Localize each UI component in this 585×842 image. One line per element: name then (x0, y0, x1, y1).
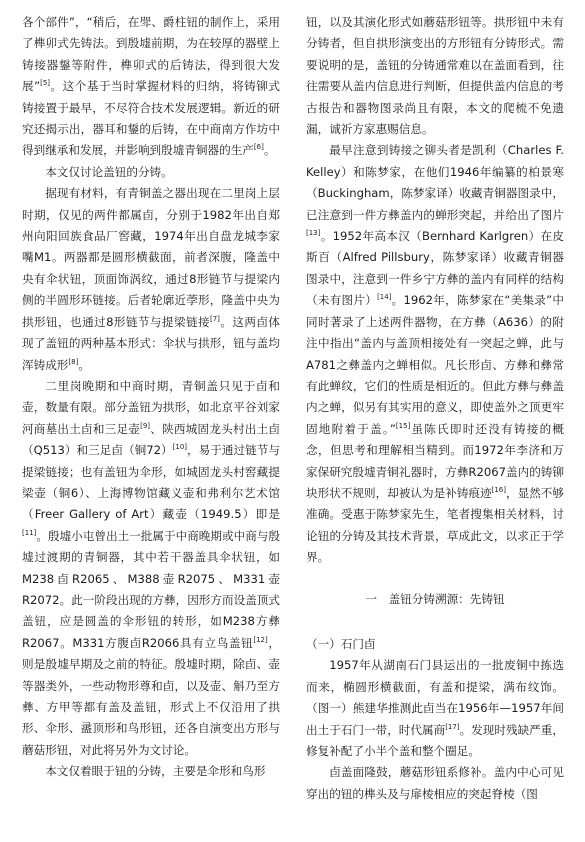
text-run: 二里岗晚期和中商时期，青铜盖只见于卣和壶，数量有限。部分盖钮为拱形，如北京平谷刘家河商墓出土卣和三足壶 (22, 378, 280, 436)
right-column-top-text (306, 12, 564, 569)
paragraph (22, 376, 280, 761)
paragraph (306, 655, 564, 762)
text-run: ，易于通过链节与提梁链接；也有盖钮为伞形，如城固龙头村窖藏提梁壶（铜6）、上海博物馆藏义壶和弗利尔艺术馆（Freer Gallery of Art）藏壶（1949.5）即是 (22, 443, 280, 522)
text-run: 。这两卣体现了盖钮的两种基本形式：伞状与拱形，钮与盖均浑铸成形 (22, 314, 280, 372)
text-run: 。1952年高本汉（Bernhard Karlgren）在皮斯百（Alfred Pillsbury，陈梦家译）收藏青铜器图录中，注意到一件乡宁方彝的盖内有同样的结构（未有图片） (306, 229, 564, 308)
text-run: 本文仅着眼于钮的分铸，主要是伞形和鸟形 (45, 764, 266, 779)
footnote-marker: [11] (22, 528, 37, 537)
right-column (306, 12, 564, 805)
paragraph (22, 183, 280, 376)
text-run: 虽陈氏即时还没有铸接的概念，但思考和理解相当精到。而1972年李济和万家保研究殷墟青铜礼器时，方彝R2067盖内的铸铆块形状不规则，却被认为是补铸痕迹 (306, 421, 564, 500)
text-run: 本文仅讨论盖钮的分铸。 (45, 164, 173, 179)
paragraph (306, 140, 564, 568)
text-run: 最早注意到铸接之铆头者是凯利（Charles F. Kelley）和陈梦家，在他们1946年编纂的柏景寒（Buckingham，陈梦家译）收藏青铜器图录中，已注意到一件方彝盖内的蝉形突起，并给出了图片 (306, 143, 564, 222)
section-heading: 一 盖钮分铸溯源：先铸钮 (365, 591, 505, 606)
text-run: 。1962年，陈梦家在“美集录”中同时著录了上述两件器物，在方彝（A636）的附注中指出“盖内与盖顶相接处有一突起之蝉，此与A781之彝盖内之蝉相似。凡长形卣、方彝和彝常有此蝉纹，它们的性质是相近的。但此方彝与彝盖内之蝉，似另有其实用的意义，即使盖外之顶更牢固地附着于盖。” (306, 293, 564, 436)
footnote-marker: [13] (306, 229, 321, 238)
text-run: 。 (78, 357, 90, 372)
footnote-marker: [17] (445, 722, 460, 731)
text-run: 钮，以及其演化形式如蘑菇形钮等。拱形钮中未有分铸者，但自拱形演变出的方形钮有分铸形式。需要说明的是，盖钮的分铸通常难以在盖面看到，往往需要从盖内信息进行判断，但提供盖内信息的考古报告和器物图录尚且有限，本文的爬梳不免遗漏，诚祈方家惠赐信息。 (306, 15, 564, 137)
footnote-marker: [9] (140, 421, 151, 430)
footnote-marker: [6] (253, 143, 264, 152)
text-run: 。发现时残缺严重，修复补配了小半个盖和整个圈足。 (306, 722, 564, 758)
footnote-marker: [5] (40, 79, 51, 88)
text-run: ，显然不够准确。受惠于陈梦家先生，笔者搜集相关材料，讨论钮的分铸及其技术背景，草成此文，以求正于学界。 (306, 485, 564, 565)
paragraph (22, 12, 280, 162)
text-run: 。这个基于当时掌握材料的归纳，将铸铆式铸接置于最早，不尽符合技术发展逻辑。新近的研究还揭示出，器耳和鋬的后铸，在中商南方作坊中得到继承和发展，并影响到殷墟青铜器的生产 (22, 79, 280, 158)
text-run: 、陕西城固龙头村出土卣（Q513）和三足卣（铜72） (22, 421, 280, 458)
right-column-bottom-text (306, 655, 564, 805)
footnote-marker: [15] (395, 421, 411, 430)
paragraph (306, 12, 564, 140)
text-run: 。殷墟小屯曾出土一批属于中商晚期或中商与殷墟过渡期的青铜器，其中若干器盖具伞状钮，如M238卣R2065、M388壶R2075、M331壶R2072。此一阶段出现的方彝，因形方而设盖顶式盖钮，应是圆盖的伞形钮的转形，如M238方彝R2067。M331方腹卣R2066具有立鸟盖钮 (22, 528, 280, 650)
paragraph (22, 162, 280, 183)
footnote-marker: [14] (377, 293, 392, 302)
footnote-marker: [8] (68, 357, 79, 366)
left-column (22, 12, 280, 783)
text-run: 卣盖面隆鼓，蘑菇形钮系修补。盖内中心可见穿出的钮的榫头及与扉棱相应的突起脊棱（图 (306, 765, 564, 801)
text-run: ，则是殷墟早期及之前的特征。殷墟时期，除卣、壶等器类外，一些动物形尊和卣，以及壶、斛乃至方彝、方甲等都有盖及盖钮，形式上不仅沿用了拱形、伞形、盝顶形和鸟形钮，还各自演变出方形与蘑菇形钮，对此将另外为文讨论。 (22, 635, 280, 757)
footnote-marker: [10] (172, 443, 188, 452)
text-run: 据现有材料，有青铜盖之器出现在二里岗上层时期，仅见的两件都属卣，分别于1982年出自郑州向阳回族食品厂窖藏，1974年出自盘龙城李家嘴M1。两器都是圆形横截面，前者深腹，隆盖中央有伞状钮，顶面饰涡纹，通过8形链节与提梁内侧的半圆形环链接。后者轮廓近荸形，隆盖中央为拱形钮，也通过8形链节与提梁链接 (22, 186, 280, 329)
footnote-marker: [12] (253, 635, 268, 644)
paragraph (306, 762, 564, 805)
footnote-marker: [7] (210, 314, 220, 323)
text-run: 。 (263, 143, 276, 158)
subsection-heading: （一）石门卣 (306, 636, 376, 651)
paragraph (22, 761, 280, 782)
footnote-marker: [16] (491, 486, 506, 495)
text-run: 各个部件”，“稍后，在斝、爵柱钮的制作上，采用了榫卯式先铸法。到殷墟前期，为在较厚的器壁上铸接器鋬等附件，榫卯式的后铸法，得到很大发展” (22, 15, 280, 94)
text-run: 1957年从湖南石门县运出的一批废铜中拣选而来，椭圆形横截面，有盖和提梁，满布纹饰。（图一）熊建华推测此卣当在1956年—1957年间出土于石门一带，时代属商 (306, 658, 564, 737)
